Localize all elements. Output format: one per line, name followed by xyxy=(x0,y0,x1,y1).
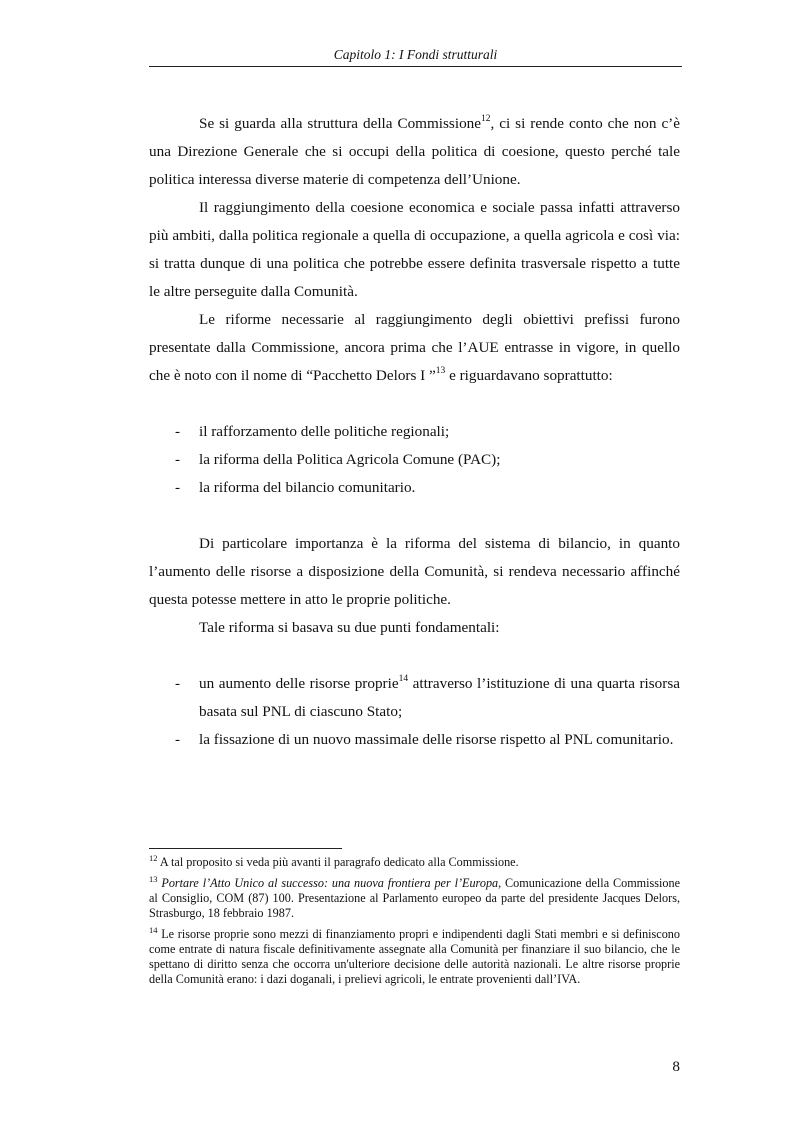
footnote-number: 14 xyxy=(149,924,158,935)
list-item: - il rafforzamento delle politiche regionali; xyxy=(149,418,680,446)
footnotes xyxy=(149,852,681,993)
footnote-13: $^{13}$ Portare l’Atto Unico al successo: una nuova frontiera per l’Europa, Comunicazione della Commissione al Consiglio, COM (87) 100. Presentazione al Parlamento europeo da parte del presidente Jacques Delors, Strasburgo, 18 febbraio 1987. xyxy=(149,873,681,920)
paragraph-3: Le riforme necessarie al raggiungimento degli obiettivi prefissi furono presentate dalla Commissione, ancora prima che l’AUE entrasse in vigore, in quello che è noto con il nome di “Pacchetto Delors I ”$^{13}$ e riguardavano soprattutto: xyxy=(149,311,680,384)
budget-list xyxy=(149,670,680,754)
header-rule xyxy=(149,66,682,67)
footnote-rule xyxy=(149,848,342,849)
paragraph-2: Il raggiungimento della coesione economica e sociale passa infatti attraverso più ambiti, dalla politica regionale a quella di occupazione, a quella agricola e così via: si tratta dunque di una politica che potrebbe essere definita trasversale rispetto a tutte le altre perseguite dalla Comunità. xyxy=(149,199,680,300)
footnote-number: 12 xyxy=(149,852,158,863)
paragraph-1: Se si guarda alla struttura della Commissione$^{12}$, ci si rende conto che non c’è una Direzione Generale che si occupi della politica di coesione, questo perché tale politica interessa diverse materie di competenza dell’Unione. xyxy=(149,113,680,188)
footnote-ref-13: 13 xyxy=(435,365,446,376)
list-item: - la riforma della Politica Agricola Comune (PAC); xyxy=(149,446,680,474)
main-text xyxy=(149,110,680,754)
spacer xyxy=(149,390,680,418)
list-item: - la riforma del bilancio comunitario. xyxy=(149,474,680,502)
spacer xyxy=(149,642,680,670)
paragraph-4: Di particolare importanza è la riforma del sistema di bilancio, in quanto l’aumento delle risorse a disposizione della Comunità, si rendeva necessario affinché questa potesse mettere in atto le proprie politiche. xyxy=(149,535,680,608)
dash-bullet: - xyxy=(175,479,181,496)
footnote-14: $^{14}$ Le risorse proprie sono mezzi di finanziamento propri e indipendenti dagli Stati membri e si definiscono come entrate di natura fiscale definitivamente assegnate alla Comunità per finanziare il suo bilancio, che le spettano di diritto senza che occorra un'ulteriore decisione delle autorità nazionali. Le altre risorse proprie della Comunità erano: i dazi doganali, i prelievi agricoli, le entrate provenienti dall’IVA. xyxy=(149,924,680,986)
dash-bullet: - xyxy=(175,731,181,748)
list-item: - la fissazione di un nuovo massimale delle risorse rispetto al PNL comunitario. xyxy=(149,726,680,754)
dash-bullet: - xyxy=(175,451,181,468)
paragraph-5: Tale riforma si basava su due punti fondamentali: xyxy=(199,619,500,636)
footnote-ref-12: 12 xyxy=(481,113,491,124)
reform-list xyxy=(149,418,680,502)
page-number: 8 xyxy=(672,1058,680,1075)
footnote-12: $^{12}$ A tal proposito si veda più avanti il paragrafo dedicato alla Commissione. xyxy=(149,852,519,869)
document-title: Portare l’Atto Unico al successo: una nuova frontiera per l’Europa xyxy=(161,876,499,890)
dash-bullet: - xyxy=(175,423,181,440)
dash-bullet: - xyxy=(175,675,181,692)
running-header: Capitolo 1: I Fondi strutturali xyxy=(333,47,498,62)
footnote-number: 13 xyxy=(149,873,158,884)
spacer xyxy=(149,502,680,530)
footnote-ref-14: 14 xyxy=(398,673,409,684)
list-item: - un aumento delle risorse proprie$^{14}$ attraverso l’istituzione di una quarta risorsa basata sul PNL di ciascuno Stato; xyxy=(149,670,680,726)
